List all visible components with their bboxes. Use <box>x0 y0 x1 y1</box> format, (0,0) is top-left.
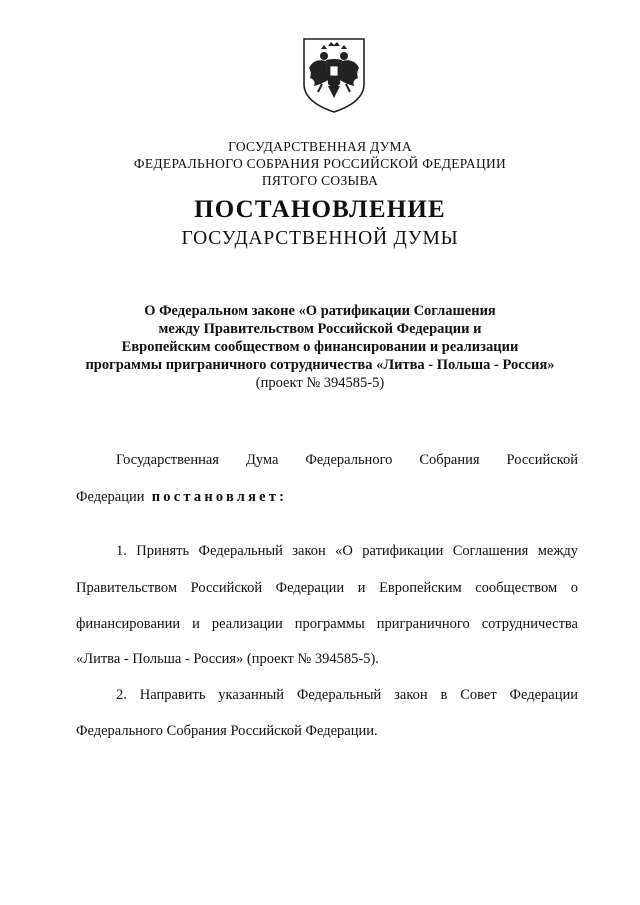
subject-line-4: программы приграничного сотрудничества «Литва - Польша - Россия» <box>85 357 555 373</box>
document-subject <box>0 302 640 392</box>
subject-line-1: О Федеральном законе «О ратификации Соглашения <box>144 303 496 319</box>
preamble-resolves: постановляет: <box>151 489 288 505</box>
preamble-federation: Федерации <box>76 489 145 505</box>
document-subtitle: ГОСУДАРСТВЕННОЙ ДУМЫ <box>181 228 459 249</box>
header-line-assembly: ФЕДЕРАЛЬНОГО СОБРАНИЯ РОССИЙСКОЙ ФЕДЕРАЦИИ <box>133 156 507 171</box>
item1-line-4: «Литва - Польша - Россия» (проект № 394585-5). <box>76 651 379 667</box>
item1-line-2: Правительством Российской Федерации и Европейским сообществом о <box>76 580 578 596</box>
subject-line-3: Европейским сообществом о финансировании и реализации <box>121 339 519 355</box>
document-title: ПОСТАНОВЛЕНИЕ <box>194 196 446 223</box>
preamble-line-1: Государственная Дума Федерального Собрания Российской <box>116 452 578 468</box>
item2-line-1: 2. Направить указанный Федеральный закон в Совет Федерации <box>116 687 578 703</box>
header-line-duma: ГОСУДАРСТВЕННАЯ ДУМА <box>228 139 412 154</box>
item1-line-3: финансировании и реализации программы приграничного сотрудничества <box>76 616 578 632</box>
subject-project-number: (проект № 394585-5) <box>255 375 385 391</box>
subject-line-2: между Правительством Российской Федерации и <box>158 321 482 337</box>
header-line-convocation: ПЯТОГО СОЗЫВА <box>261 173 379 188</box>
coat-of-arms-icon <box>300 36 368 114</box>
item2-line-2: Федерального Собрания Российской Федерации. <box>76 723 378 739</box>
preamble-line-2 <box>76 488 287 506</box>
item1-line-1: 1. Принять Федеральный закон «О ратификации Соглашения между <box>116 543 578 559</box>
